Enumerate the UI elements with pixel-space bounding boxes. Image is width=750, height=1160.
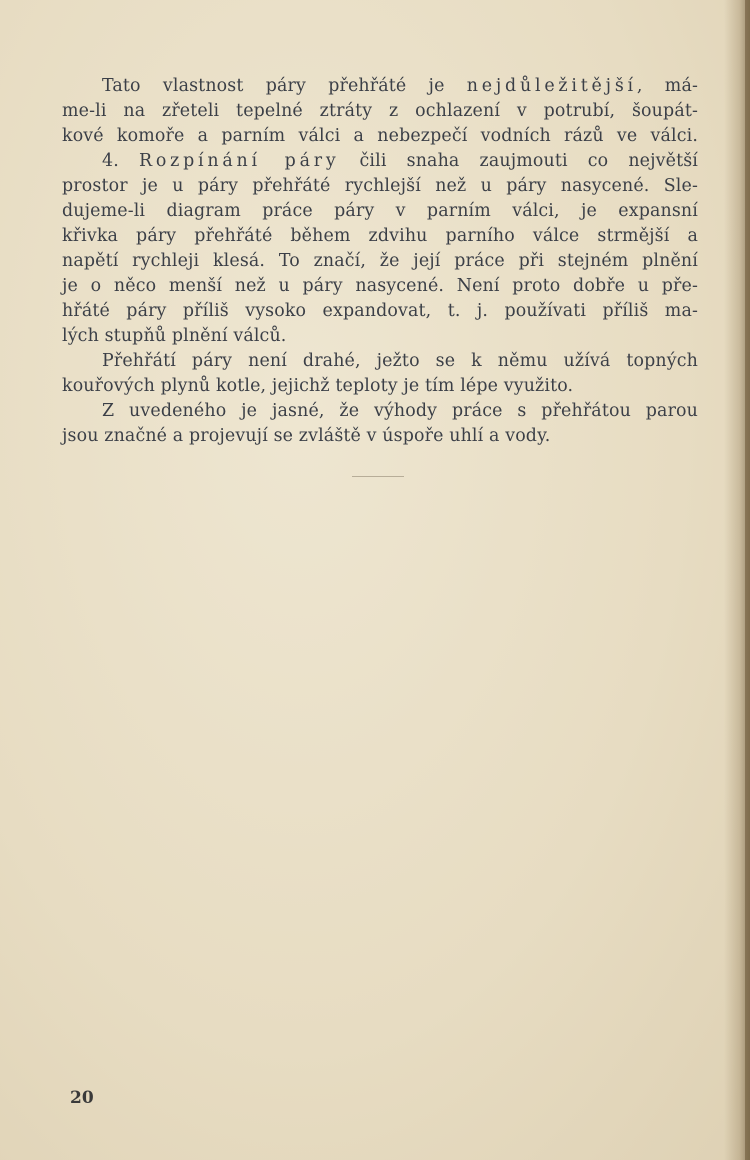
text-line: kouřových plynů kotle, jejichž teploty je tím lépe využito. xyxy=(62,376,574,396)
text-line: jsou značné a projevují se zvláště v úspoře uhlí a vody. xyxy=(62,426,551,446)
emphasized-term: Rozpínání páry xyxy=(138,151,340,171)
text-line: je o něco menší než u páry nasycené. Není proto dobře u pře- xyxy=(62,276,698,296)
body-text xyxy=(62,74,698,449)
text-line: Tato vlastnost páry přehřáté je nejdůležitější, má- xyxy=(102,76,698,96)
text-line: me-li na zřeteli tepelné ztráty z ochlazení v potrubí, šoupát- xyxy=(62,101,698,121)
text-line: Přehřátí páry není drahé, ježto se k němu užívá topných xyxy=(102,351,698,371)
section-divider xyxy=(352,476,404,477)
text-line: křivka páry přehřáté během zdvihu parního válce strmější a xyxy=(62,226,698,246)
text-line: 4. Rozpínání páry čili snaha zaujmouti co největší xyxy=(102,151,699,171)
text-line: napětí rychleji klesá. To značí, že její práce při stejném plnění xyxy=(62,251,698,271)
text-line: kové komoře a parním válci a nebezpečí vodních rázů ve válci. xyxy=(62,126,698,146)
text-line: Z uvedeného je jasné, že výhody práce s přehřátou parou xyxy=(102,401,698,421)
page-edge xyxy=(745,0,750,1160)
text-line: prostor je u páry přehřáté rychlejší než u páry nasycené. Sle- xyxy=(62,176,698,196)
emphasized-term: nejdůležitější xyxy=(466,76,637,96)
page-number: 20 xyxy=(70,1088,94,1108)
text-line: hřáté páry příliš vysoko expandovat, t. j. používati příliš ma- xyxy=(62,301,698,321)
text-line: lých stupňů plnění válců. xyxy=(62,326,287,346)
text-line: dujeme-li diagram práce páry v parním válci, je expansní xyxy=(62,201,698,221)
